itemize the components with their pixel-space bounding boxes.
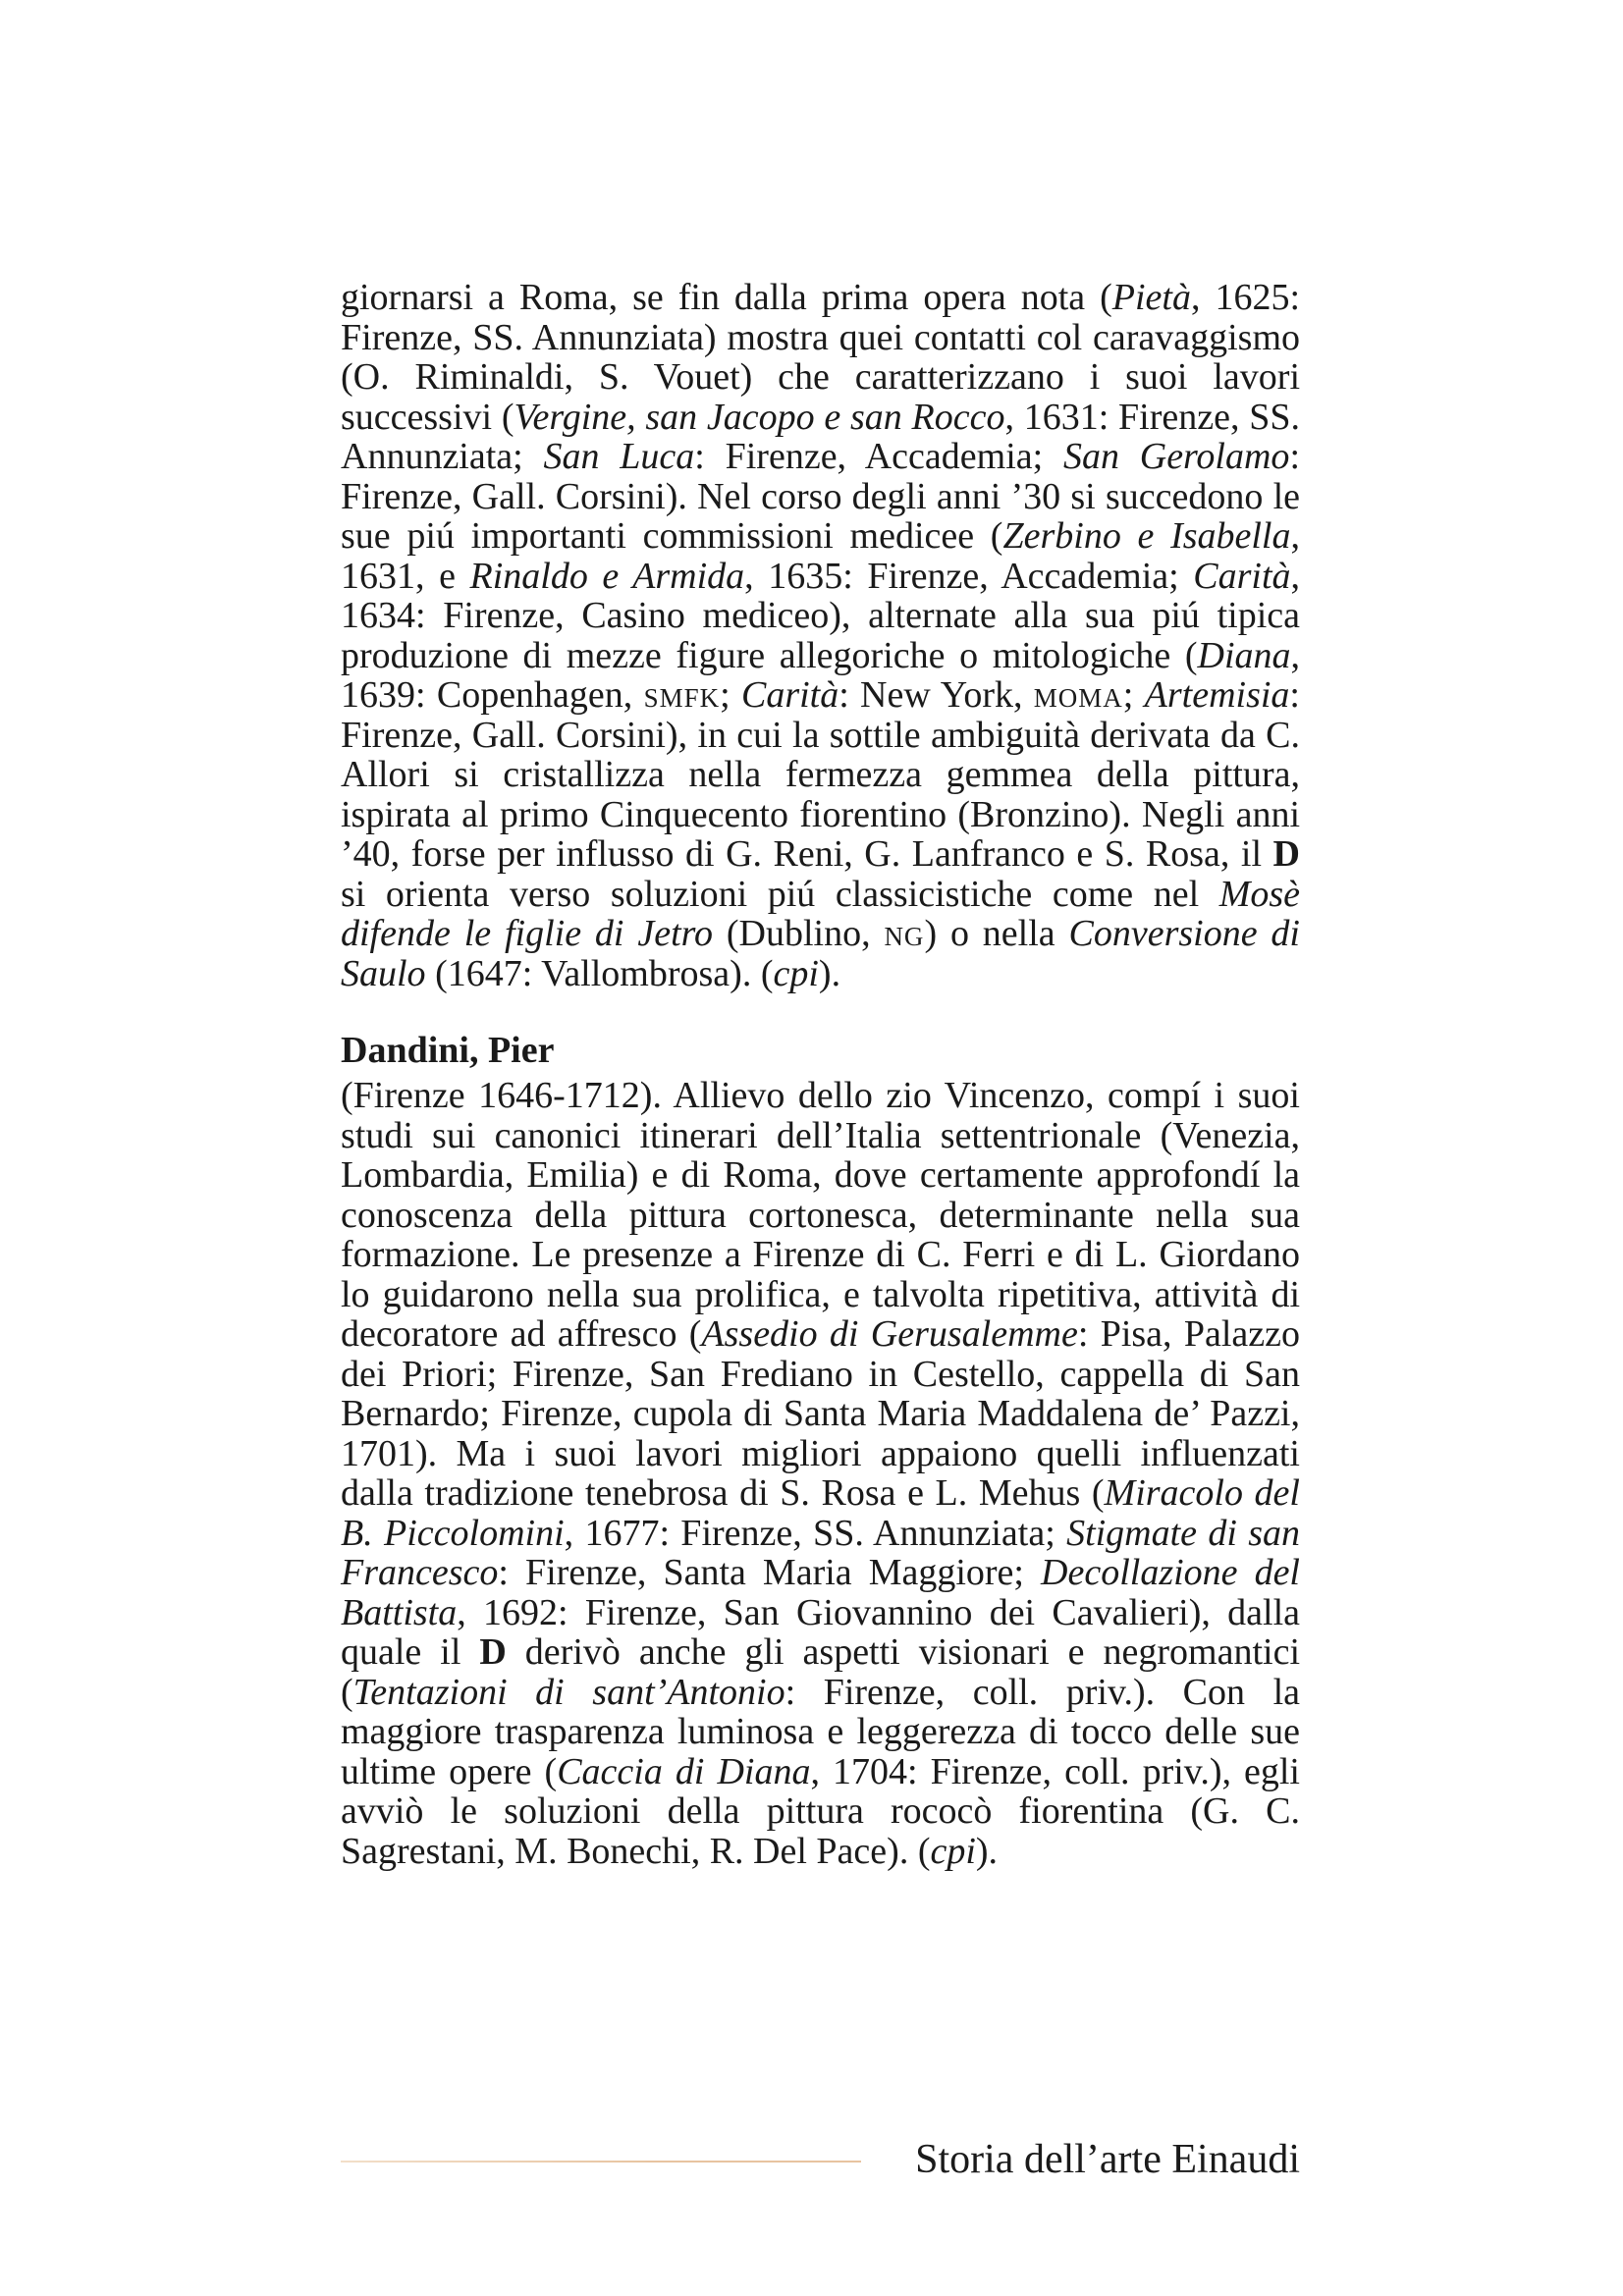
text-run: ). bbox=[818, 952, 841, 994]
italic-title: Conversione di Saulo bbox=[341, 913, 1300, 994]
text-run: : Firenze, Accademia; bbox=[694, 436, 1063, 477]
continuation-paragraph bbox=[341, 278, 1300, 993]
italic-title: Miracolo del B. Piccolomini bbox=[341, 1472, 1300, 1554]
text-run: , 1631, e bbox=[341, 515, 1300, 597]
entry-body-paragraph bbox=[341, 1076, 1300, 1871]
acronym: smfk bbox=[643, 674, 721, 716]
text-run: , 1639: Copenhagen, bbox=[341, 634, 1300, 716]
italic-title: Assedio di Gerusalemme bbox=[701, 1313, 1078, 1355]
italic-title: Artemisia bbox=[1144, 674, 1290, 716]
text-run: , 1635: Firenze, Accademia; bbox=[744, 555, 1194, 597]
text-run: (Dublino, bbox=[713, 913, 885, 954]
italic-title: Stigmate di san Francesco bbox=[341, 1512, 1300, 1593]
text-run: , 1625: Firenze, SS. Annunziata) mostra quei contatti col caravaggismo (O. Riminaldi, S. Vouet) che caratterizzano i suoi lavori successivi ( bbox=[341, 277, 1300, 438]
text-run: , 1631: Firenze, SS. Annunziata; bbox=[341, 396, 1300, 477]
italic-title: Carità bbox=[1193, 555, 1291, 597]
text-run: (1647: Vallombrosa). ( bbox=[425, 952, 774, 994]
text-run: ; bbox=[1122, 674, 1145, 716]
text-run: : New York, bbox=[839, 674, 1034, 716]
text-run: , 1704: Firenze, coll. priv.), egli avviò le soluzioni della pittura rococò fiorentina (G. C. Sagrestani, M. Bonechi, R. Del Pace). ( bbox=[341, 1750, 1300, 1872]
text-run: : Pisa, Palazzo dei Priori; Firenze, San Frediano in Cestello, cappella di San Bernardo; Firenze, cupola di Santa Maria Maddalena de’ Pazzi, 1701). Ma i suoi lavori migliori appaiono quelli influenzati dalla tradizione tenebrosa di S. Rosa e L. Mehus ( bbox=[341, 1313, 1300, 1514]
italic-title: Caccia di Diana bbox=[557, 1750, 811, 1792]
text-run: : Firenze, coll. priv.). Con la maggiore trasparenza luminosa e leggerezza di tocco delle sue ultime opere ( bbox=[341, 1671, 1300, 1792]
italic-title: San Gerolamo bbox=[1062, 436, 1290, 477]
text-run: , 1692: Firenze, San Giovannino dei Cavalieri), dalla quale il bbox=[341, 1591, 1300, 1673]
acronym: moma bbox=[1033, 674, 1123, 716]
italic-title: Vergine, san Jacopo e san Rocco bbox=[514, 396, 1005, 438]
entry-heading: Dandini, Pier bbox=[341, 1030, 555, 1071]
text-run: , 1634: Firenze, Casino mediceo), alternate alla sua piú tipica produzione di mezze figure allegoriche o mitologiche ( bbox=[341, 555, 1300, 676]
page-footer bbox=[341, 2130, 1300, 2189]
text-run: ; bbox=[720, 674, 741, 716]
text-run: giornarsi a Roma, se fin dalla prima opera nota ( bbox=[341, 277, 1112, 318]
footer-title: Storia dell’arte Einaudi bbox=[915, 2137, 1300, 2182]
text-run: : Firenze, Gall. Corsini). Nel corso degli anni ’30 si succedono le sue piú importanti commissioni medicee ( bbox=[341, 436, 1300, 557]
bold-abbrev: D bbox=[479, 1631, 507, 1673]
text-run: (Firenze 1646-1712). Allievo dello zio Vincenzo, compí i suoi studi sui canonici itinerari dell’Italia settentrionale (Venezia, Lombardia, Emilia) e di Roma, dove certamente approfondí la conoscenza della pittura cortonesca, determinante nella sua formazione. Le presenze a Firenze di C. Ferri e di L. Giordano lo guidarono nella sua prolifica, e talvolta ripetitiva, attività di decoratore ad affresco ( bbox=[341, 1075, 1300, 1355]
italic-title: Rinaldo e Armida bbox=[469, 555, 745, 597]
italic-title: Carità bbox=[740, 674, 839, 716]
text-run: , 1677: Firenze, SS. Annunziata; bbox=[564, 1512, 1067, 1554]
text-run: : Firenze, Santa Maria Maggiore; bbox=[498, 1552, 1042, 1593]
italic-title: Tentazioni di sant’Antonio bbox=[352, 1671, 785, 1713]
acronym: ng bbox=[884, 913, 925, 954]
italic-title: Mosè difende le figlie di Jetro bbox=[341, 873, 1300, 954]
italic-title: Decollazione del Battista bbox=[341, 1552, 1300, 1633]
text-run: si orienta verso soluzioni piú classicistiche come nel bbox=[341, 873, 1219, 915]
text-run: : Firenze, Gall. Corsini), in cui la sottile ambiguità derivata da C. Allori si cristallizza nella fermezza gemmea della pittura, ispirata al primo Cinquecento fiorentino (Bronzino). Negli anni ’40, forse per influsso di G. Reni, G. Lanfranco e S. Rosa, il bbox=[341, 674, 1300, 875]
italic-title: Zerbino e Isabella bbox=[1002, 515, 1291, 557]
text-run: derivò anche gli aspetti visionari e negromantici ( bbox=[341, 1631, 1300, 1713]
footer-rule bbox=[341, 2161, 861, 2163]
text-run: ). bbox=[975, 1830, 999, 1872]
text-run: ) o nella bbox=[924, 913, 1069, 954]
bold-abbrev: D bbox=[1272, 833, 1300, 875]
italic-title: Diana bbox=[1197, 634, 1291, 676]
italic-title: Pietà bbox=[1111, 277, 1191, 318]
italic-title: cpi bbox=[930, 1830, 976, 1872]
italic-title: cpi bbox=[773, 952, 819, 994]
page-content bbox=[341, 278, 1300, 1871]
italic-title: San Luca bbox=[543, 436, 695, 477]
